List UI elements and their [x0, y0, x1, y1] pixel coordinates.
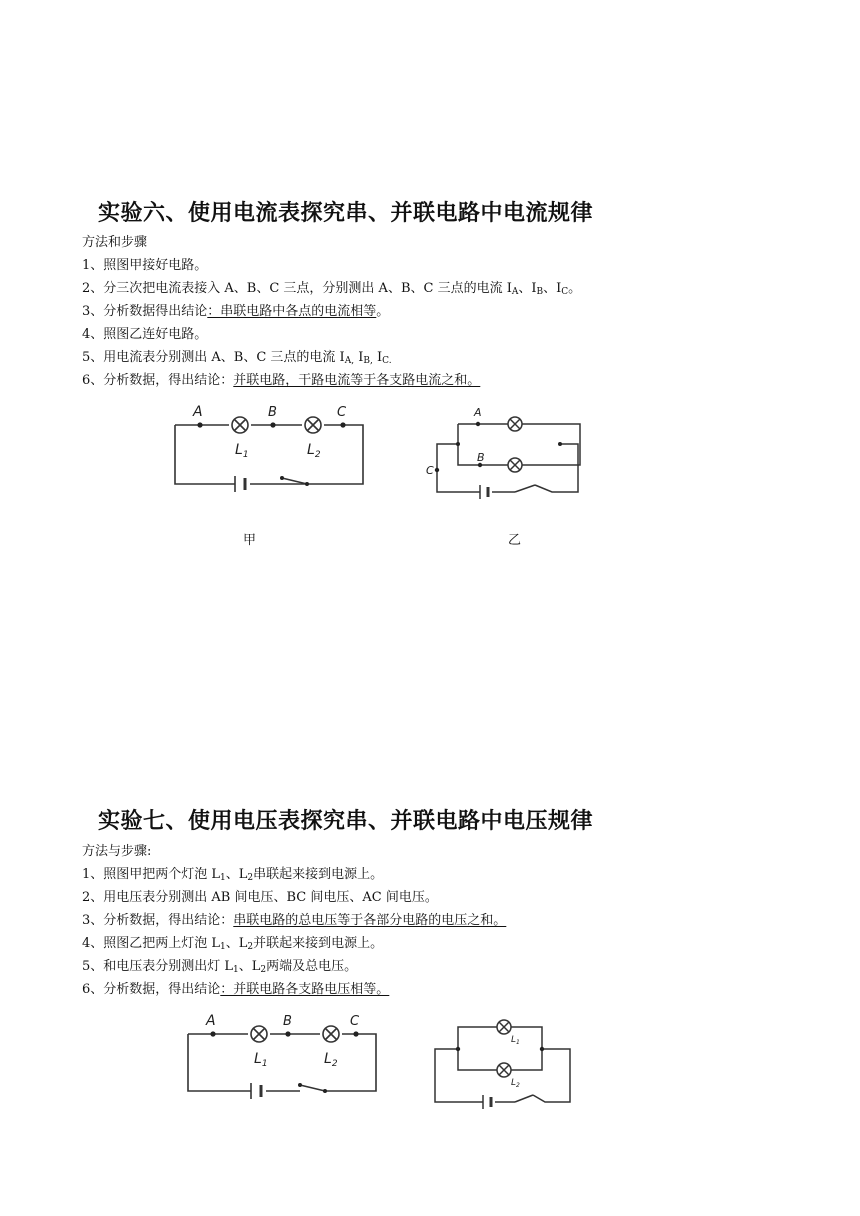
node-c [435, 468, 439, 472]
switch-lever [515, 1095, 533, 1102]
lamp-l1-cross [235, 420, 246, 431]
exp6-step-1: 1、照图甲接好电路。 [82, 258, 208, 273]
switch-lever [515, 485, 535, 492]
exp7-conclusion-series: 串联电路的总电压等于各部分电路的电压之和。 [233, 913, 507, 928]
junction-right [540, 1047, 544, 1051]
exp7-step-4: 4、照图乙把两上灯泡 $L_1$、$L_2$并联起来接到电源上。 [82, 936, 384, 952]
lamp-l1-cross [254, 1029, 265, 1040]
switch-contact [323, 1089, 327, 1093]
switch-contact [305, 482, 309, 486]
label-c: C [337, 405, 347, 420]
label-l1: $L_1$ [511, 1035, 520, 1046]
lamp-l1-cross [499, 1022, 509, 1032]
exp6-step-4: 4、照图乙连好电路。 [82, 327, 208, 342]
node-a [210, 1031, 215, 1036]
switch-pivot [280, 476, 284, 480]
node-b [270, 422, 275, 427]
label-l2: $L_2$ [324, 1051, 338, 1069]
switch-pivot [298, 1083, 302, 1087]
label-a: A [474, 406, 482, 419]
node-c [353, 1031, 358, 1036]
label-a: A [193, 404, 203, 420]
exp6-title: 实验六、使用电流表探究串、并联电路中电流规律 [98, 201, 594, 226]
label-l1: $L_1$ [254, 1051, 268, 1069]
lamp-l2-cross [499, 1065, 509, 1075]
node-c [340, 422, 345, 427]
junction-left [456, 442, 460, 446]
exp6-subtitle: 方法和步骤 [82, 235, 148, 250]
label-a: A [206, 1013, 216, 1029]
node-b [285, 1031, 290, 1036]
exp7-step-5: 5、和电压表分别测出灯 $L_1$、$L_2$两端及总电压。 [82, 959, 358, 975]
exp6-parallel-circuit-diagram [420, 400, 600, 515]
label-b: B [268, 405, 277, 420]
exp7-subtitle: 方法与步骤: [82, 844, 152, 859]
exp6-conclusion-parallel: 并联电路，干路电流等于各支路电流之和。 [233, 373, 481, 388]
wire [175, 425, 363, 484]
label-b: B [283, 1014, 292, 1029]
exp6-step-6: 6、分析数据，得出结论：并联电路，干路电流等于各支路电流之和。 [82, 373, 481, 388]
lamp-upper-cross [510, 419, 520, 429]
exp7-title: 实验七、使用电压表探究串、并联电路中电压规律 [98, 809, 594, 834]
exp7-step-3: 3、分析数据，得出结论：串联电路的总电压等于各部分电路的电压之和。 [82, 913, 507, 928]
exp6-step-5: 5、用电流表分别测出 A、B、C 三点的电流 $I_{A,}$ $I_{B,}$ $I_{C.}$ [82, 350, 392, 366]
exp6-series-circuit-diagram [165, 398, 375, 518]
label-c: C [350, 1014, 360, 1029]
lamp-l2-cross [308, 420, 319, 431]
label-l1: $L_1$ [235, 442, 249, 460]
exp7-step-1: 1、照图甲把两个灯泡 $L_1$、$L_2$串联起来接到电源上。 [82, 867, 384, 883]
exp7-conclusion-parallel: ：并联电路各支路电压相等。 [220, 982, 390, 997]
caption-yi: 乙 [508, 533, 522, 548]
label-l2: $L_2$ [307, 442, 321, 460]
exp7-parallel-circuit-diagram [425, 1010, 585, 1120]
wire [188, 1034, 300, 1091]
exp7-step-6: 6、分析数据，得出结论：并联电路各支路电压相等。 [82, 982, 390, 997]
lamp-l2-cross [326, 1029, 337, 1040]
label-c: C [426, 464, 434, 477]
junction-left [456, 1047, 460, 1051]
junction-right [558, 442, 562, 446]
label-b: B [477, 451, 485, 464]
label-l2: $L_2$ [511, 1078, 520, 1089]
exp6-conclusion-series: ：串联电路中各点的电流相等 [207, 304, 377, 319]
exp6-step-2: 2、分三次把电流表接入 A、B、C 三点，分别测出 A、B、C 三点的电流 $I_A$、$I_B$、$I_C$。 [82, 281, 582, 297]
exp7-series-circuit-diagram [178, 1005, 388, 1125]
caption-jia: 甲 [243, 533, 257, 548]
node-a [197, 422, 202, 427]
exp6-step-3: 3、分析数据得出结论：串联电路中各点的电流相等。 [82, 304, 390, 319]
node-a [476, 422, 480, 426]
lamp-lower-cross [510, 460, 520, 470]
main-loop-wire [435, 1049, 570, 1102]
exp7-step-2: 2、用电压表分别测出 AB 间电压、BC 间电压、AC 间电压。 [82, 890, 438, 905]
wire [188, 1034, 376, 1091]
